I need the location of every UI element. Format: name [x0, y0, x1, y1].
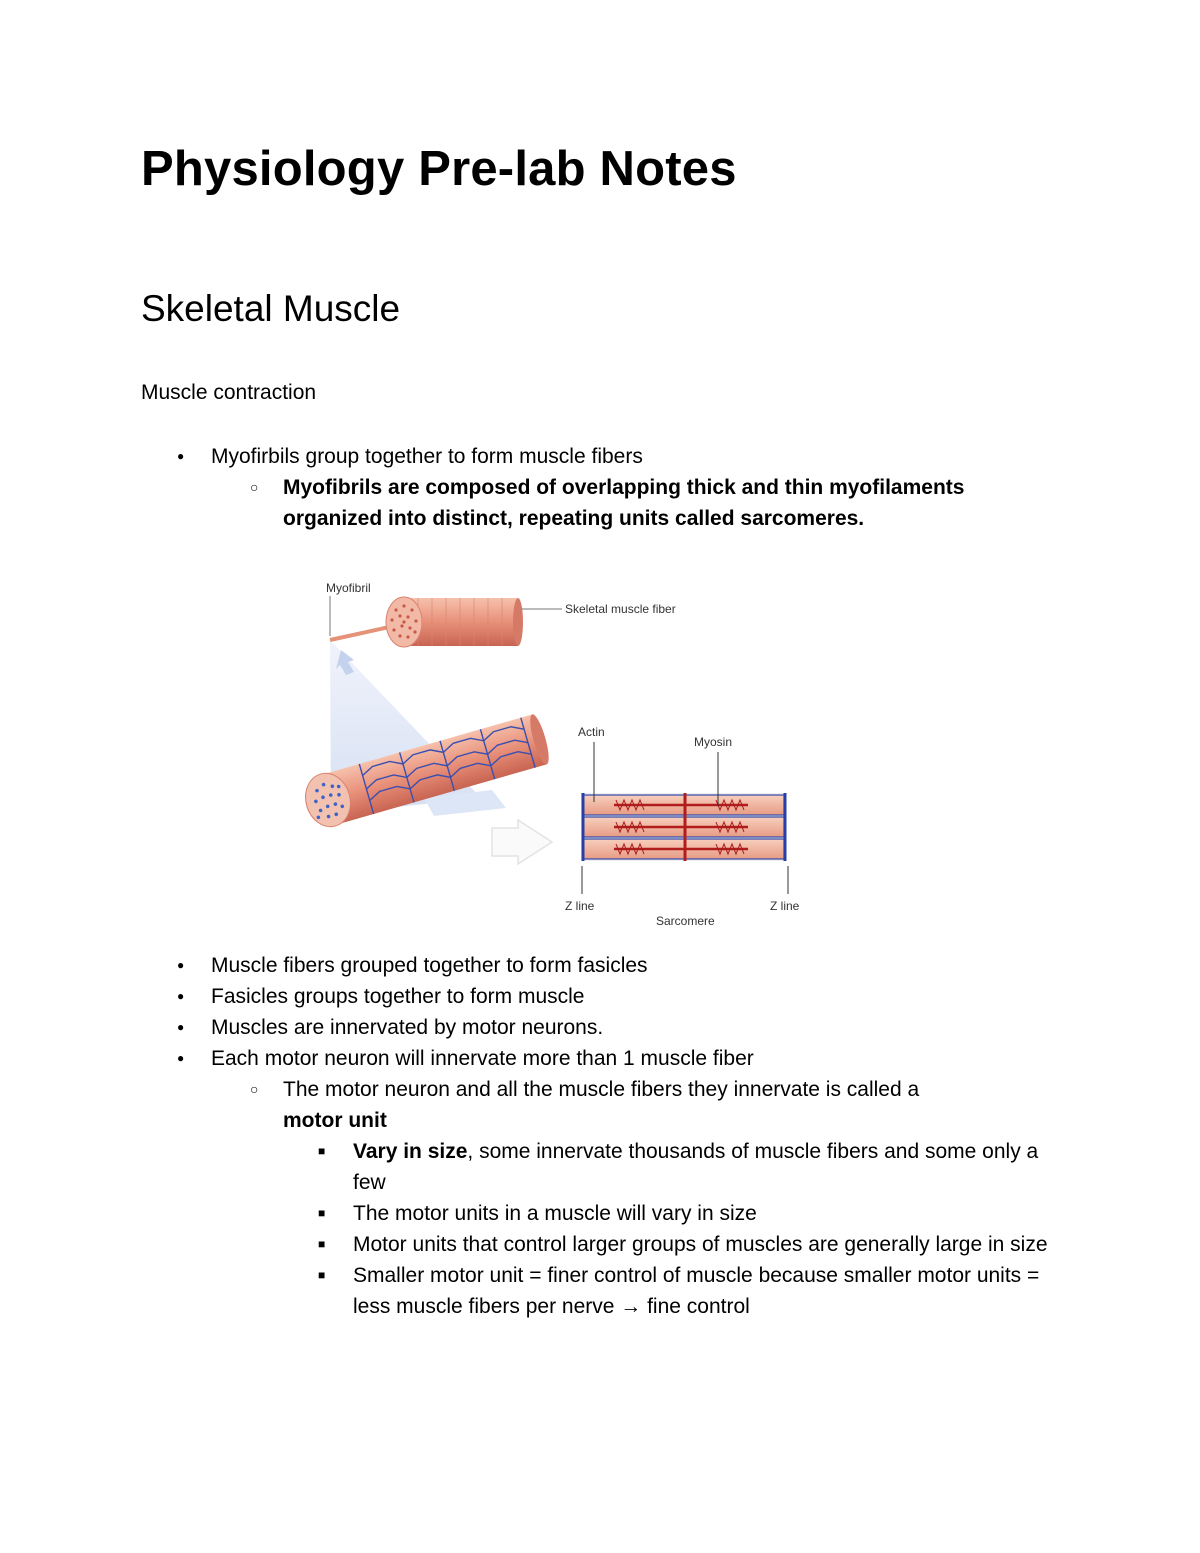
list-item-text: The motor units in a muscle will vary in size	[353, 1202, 757, 1225]
list-item	[0, 1260, 1073, 1322]
list-item-text: , some innervate thousands of muscle fibers and some only a few	[353, 1140, 1039, 1194]
list-item	[0, 1074, 1063, 1136]
muscle-fiber-end	[513, 598, 523, 646]
list-item	[0, 1136, 1073, 1198]
list-item-text: Fasicles groups together to form muscle	[211, 985, 585, 1008]
list-item-text: Each motor neuron will innervate more than 1 muscle fiber	[211, 1047, 754, 1070]
list-item-text: Smaller motor unit = finer control of muscle because smaller motor units = less muscle fibers per nerve → fine control	[353, 1264, 1040, 1318]
bullet-marker: ■	[318, 1237, 326, 1251]
bullet-marker: ○	[250, 1081, 259, 1097]
bullet-marker: ●	[177, 449, 185, 463]
label-z-line-right: Z line	[770, 899, 800, 913]
list-item	[0, 441, 1200, 472]
subheading: Muscle contraction	[141, 381, 317, 404]
list-item	[0, 472, 1063, 534]
bullet-marker: ■	[318, 1206, 326, 1220]
list-item	[0, 1012, 1200, 1043]
sarcomere	[581, 793, 786, 861]
bullet-marker: ●	[177, 989, 185, 1003]
label-myosin: Myosin	[694, 735, 733, 749]
bullet-marker: ●	[177, 1020, 185, 1034]
bullet-marker: ○	[250, 479, 259, 495]
bullet-marker: ●	[177, 1051, 185, 1065]
label-actin: Actin	[578, 725, 605, 739]
list-item-text: The motor neuron and all the muscle fibers they innervate is called a	[283, 1078, 920, 1101]
label-sarcomere: Sarcomere	[656, 914, 715, 928]
list-item	[0, 1043, 1200, 1074]
list-item-text: Myofibrils are composed of overlapping thick and thin myofilaments organized into distinct, repeating units called sarcomeres.	[283, 476, 965, 530]
bullet-marker: ●	[177, 958, 185, 972]
page-title: Physiology Pre-lab Notes	[141, 142, 737, 196]
label-z-line-left: Z line	[565, 899, 595, 913]
bullet-list-1	[0, 441, 1200, 534]
myofibril-strand	[330, 626, 394, 640]
bullet-marker: ■	[318, 1268, 326, 1282]
motor-unit-term: motor unit	[283, 1109, 387, 1132]
list-item-text: Myofirbils group together to form muscle fibers	[211, 445, 643, 468]
zoom-arrow-outline-icon	[492, 820, 552, 864]
list-item	[0, 950, 1200, 981]
bullet-list-2	[0, 950, 1200, 1322]
list-item	[0, 1229, 1073, 1260]
list-item-text: Muscles are innervated by motor neurons.	[211, 1016, 604, 1039]
bullet-marker: ■	[318, 1144, 326, 1158]
section-heading: Skeletal Muscle	[141, 288, 401, 329]
muscle-diagram-svg	[296, 576, 826, 936]
muscle-diagram	[296, 576, 826, 936]
label-skeletal-muscle-fiber: Skeletal muscle fiber	[565, 602, 676, 616]
list-item-text: Motor units that control larger groups of muscles are generally large in size	[353, 1233, 1048, 1256]
list-item-text: Muscle fibers grouped together to form fasicles	[211, 954, 648, 977]
list-item	[0, 981, 1200, 1012]
list-item	[0, 1198, 1073, 1229]
label-myofibril: Myofibril	[326, 581, 371, 595]
vary-in-size-term: Vary in size	[353, 1140, 468, 1163]
